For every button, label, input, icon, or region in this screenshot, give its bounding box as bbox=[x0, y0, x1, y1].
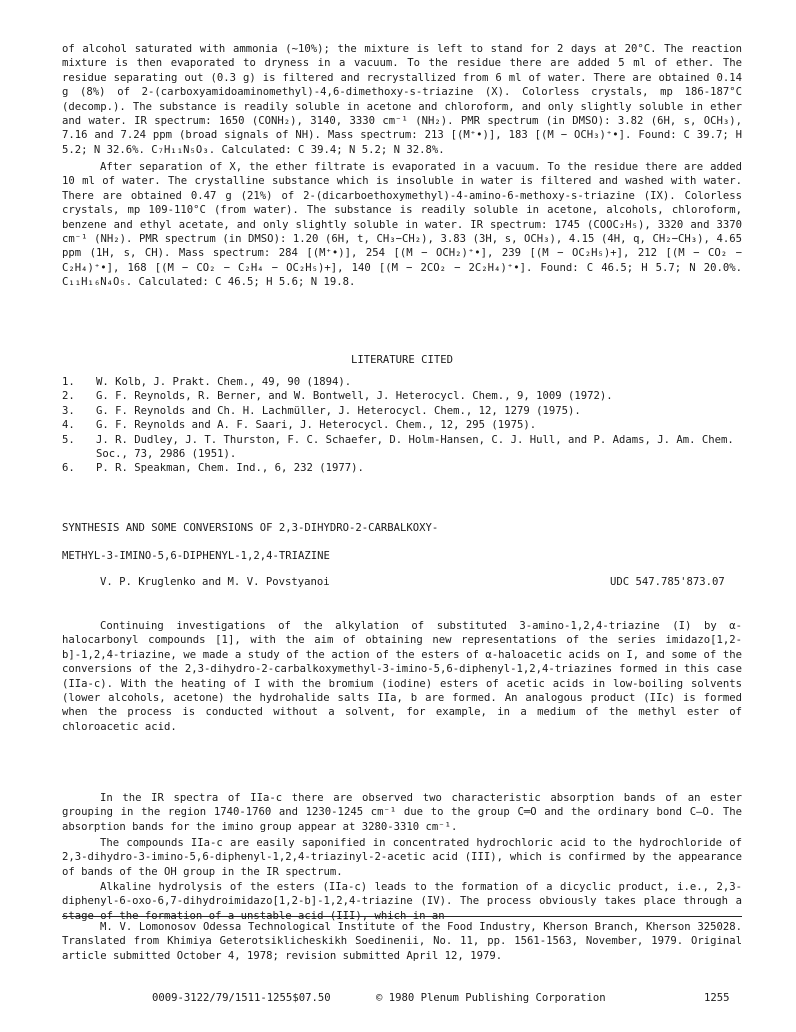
reference-item: 5. J. R. Dudley, J. T. Thurston, F. C. Schaefer, D. Holm-Hansen, C. J. Hull, and P. Adams, J. Am. Chem. Soc., 73, 2986 (1951). bbox=[62, 433, 734, 461]
reference-item: 4. G. F. Reynolds and A. F. Saari, J. Heterocycl. Chem., 12, 295 (1975). bbox=[62, 419, 537, 432]
copyright-notice: © 1980 Plenum Publishing Corporation bbox=[376, 992, 606, 1004]
paragraph-saponification: The compounds IIa-c are easily saponified in concentrated hydrochloric acid to the hydrochloride of 2,3-dihydro-3-imino-5,6-diphenyl-1,2,4-triazinyl-2-acetic acid (III), which is confirmed by the appearance of bands of the OH group in the IR spectrum. bbox=[62, 837, 742, 878]
page-number: 1255 bbox=[704, 992, 730, 1004]
reference-item: 6. P. R. Speakman, Chem. Ind., 6, 232 (1977). bbox=[62, 462, 364, 475]
reference-list bbox=[62, 375, 742, 476]
reference-item: 2. G. F. Reynolds, R. Berner, and W. Bontwell, J. Heterocycl. Chem., 9, 1009 (1972). bbox=[62, 390, 613, 403]
paragraph-experimental-ix: After separation of X, the ether filtrate is evaporated in a vacuum. To the residue there are added 10 ml of water. The crystalline substance which is insoluble in water is filtered and washed with water. There are obtained 0.47 g (21%) of 2-(dicarboethoxymethyl)-4-amino-6-methoxy-s-triazine (IX). Colorless crystals, mp 109-110°C (from water). The substance is readily soluble in acetone, alcohols, chloroform, benzene and ethyl acetate, and only slightly soluble in water. IR spectrum: 1745 (COOC₂H₅), 3320 and 3370 cm⁻¹ (NH₂). PMR spectrum (in DMSO): 1.20 (6H, t, CH₃−CH₂), 3.83 (3H, s, OCH₃), 4.15 (4H, q, CH₂−CH₃), 4.65 ppm (1H, s, CH). Mass spectrum: 284 [(M⁺•)], 254 [(M − OCH₂)⁺•], 239 [(M − OC₂H₅)+], 212 [(M − CO₂ − C₂H₄)⁺•], 168 [(M − CO₂ − C₂H₄ − OC₂H₅)+], 140 [(M − 2CO₂ − 2C₂H₄)⁺•]. Found: C 46.5; H 5.7; N 20.0%. C₁₁H₁₆N₄O₅. Calculated: C 46.5; H 5.6; N 19.8. bbox=[62, 161, 742, 289]
article-title-line1: SYNTHESIS AND SOME CONVERSIONS OF 2,3-DIHYDRO-2-CARBALKOXY- bbox=[62, 522, 439, 534]
article-code: 0009-3122/79/1511-1255$07.50 bbox=[152, 992, 331, 1004]
article-title-line2: METHYL-3-IMINO-5,6-DIPHENYL-1,2,4-TRIAZINE bbox=[62, 550, 330, 562]
paragraph-alkaline-hydrolysis: Alkaline hydrolysis of the esters (IIa-c) leads to the formation of a dicyclic product, i.e., 2,3-diphenyl-6-oxo-6,7-dihydroimidazo[1,2-b]-1,2,4-triazine (IV). The process obviously takes place through a stage of the formation of a unstable acid (III), which in an bbox=[62, 881, 742, 922]
article-authors: V. P. Kruglenko and M. V. Povstyanoi bbox=[100, 576, 330, 588]
footnote-divider bbox=[62, 916, 742, 917]
udc-code: UDC 547.785'873.07 bbox=[610, 576, 725, 588]
reference-item: 3. G. F. Reynolds and Ch. H. Lachmüller, J. Heterocycl. Chem., 12, 1279 (1975). bbox=[62, 404, 581, 417]
literature-cited-heading: LITERATURE CITED bbox=[350, 354, 454, 366]
affiliation-footnote: M. V. Lomonosov Odessa Technological Institute of the Food Industry, Kherson Branch, Kherson 325028. Translated from Khimiya Geterotsiklicheskikh Soedinenii, No. 11, pp. 1561-1563, November, 1979. Original article submitted October 4, 1978; revision submitted April 12, 1979. bbox=[62, 921, 742, 962]
paragraph-ir-spectra: In the IR spectra of IIa-c there are observed two characteristic absorption bands of an ester grouping in the region 1740-1760 and 1230-1245 cm⁻¹ due to the group C═O and the ordinary bond C—O. The absorption bands for the imino group appear at 3280-3310 cm⁻¹. bbox=[62, 792, 742, 833]
paragraph-experimental-x: of alcohol saturated with ammonia (~10%); the mixture is left to stand for 2 days at 20°C. The reaction mixture is then evaporated to dryness in a vacuum. To the residue there are added 5 ml of ether. The residue separating out (0.3 g) is filtered and recrystallized from 6 ml of water. There are obtained 0.14 g (8%) of 2-(carboxyamidoaminomethyl)-4,6-dimethoxy-s-triazine (X). Colorless crystals, mp 186-187°C (decomp.). The substance is readily soluble in acetone and chloroform, and only slightly soluble in ether and water. IR spectrum: 1650 (CONH₂), 3140, 3330 cm⁻¹ (NH₂). PMR spectrum (in DMSO): 3.82 (6H, s, OCH₃), 7.16 and 7.24 ppm (broad signals of NH). Mass spectrum: 213 [(M⁺•)], 183 [(M − OCH₃)⁺•]. Found: C 39.7; H 5.2; N 32.6%. C₇H₁₁N₅O₃. Calculated: C 39.4; N 5.2; N 32.8%. bbox=[62, 43, 742, 156]
paragraph-intro: Continuing investigations of the alkylation of substituted 3-amino-1,2,4-triazine (I) by α-halocarbonyl compounds [1], with the aim of obtaining new representations of the series imidazo[1,2-b]-1,2,4-triazine, we made a study of the action of the esters of α-haloacetic acids on I, and some of the conversions of the 2,3-dihydro-2-carbalkoxymethyl-3-imino-5,6-diphenyl-1,2,4-triazines formed in this case (IIa-c). With the heating of I with the bromium (iodine) esters of acetic acids in low-boiling solvents (lower alcohols, acetone) the hydrohalide salts IIa, b are formed. An analogous product (IIc) is formed when the process is conducted without a solvent, for example, in a medium of the methyl ester of chloroacetic acid. bbox=[62, 620, 742, 733]
reference-item: 1. W. Kolb, J. Prakt. Chem., 49, 90 (1894). bbox=[62, 376, 352, 388]
